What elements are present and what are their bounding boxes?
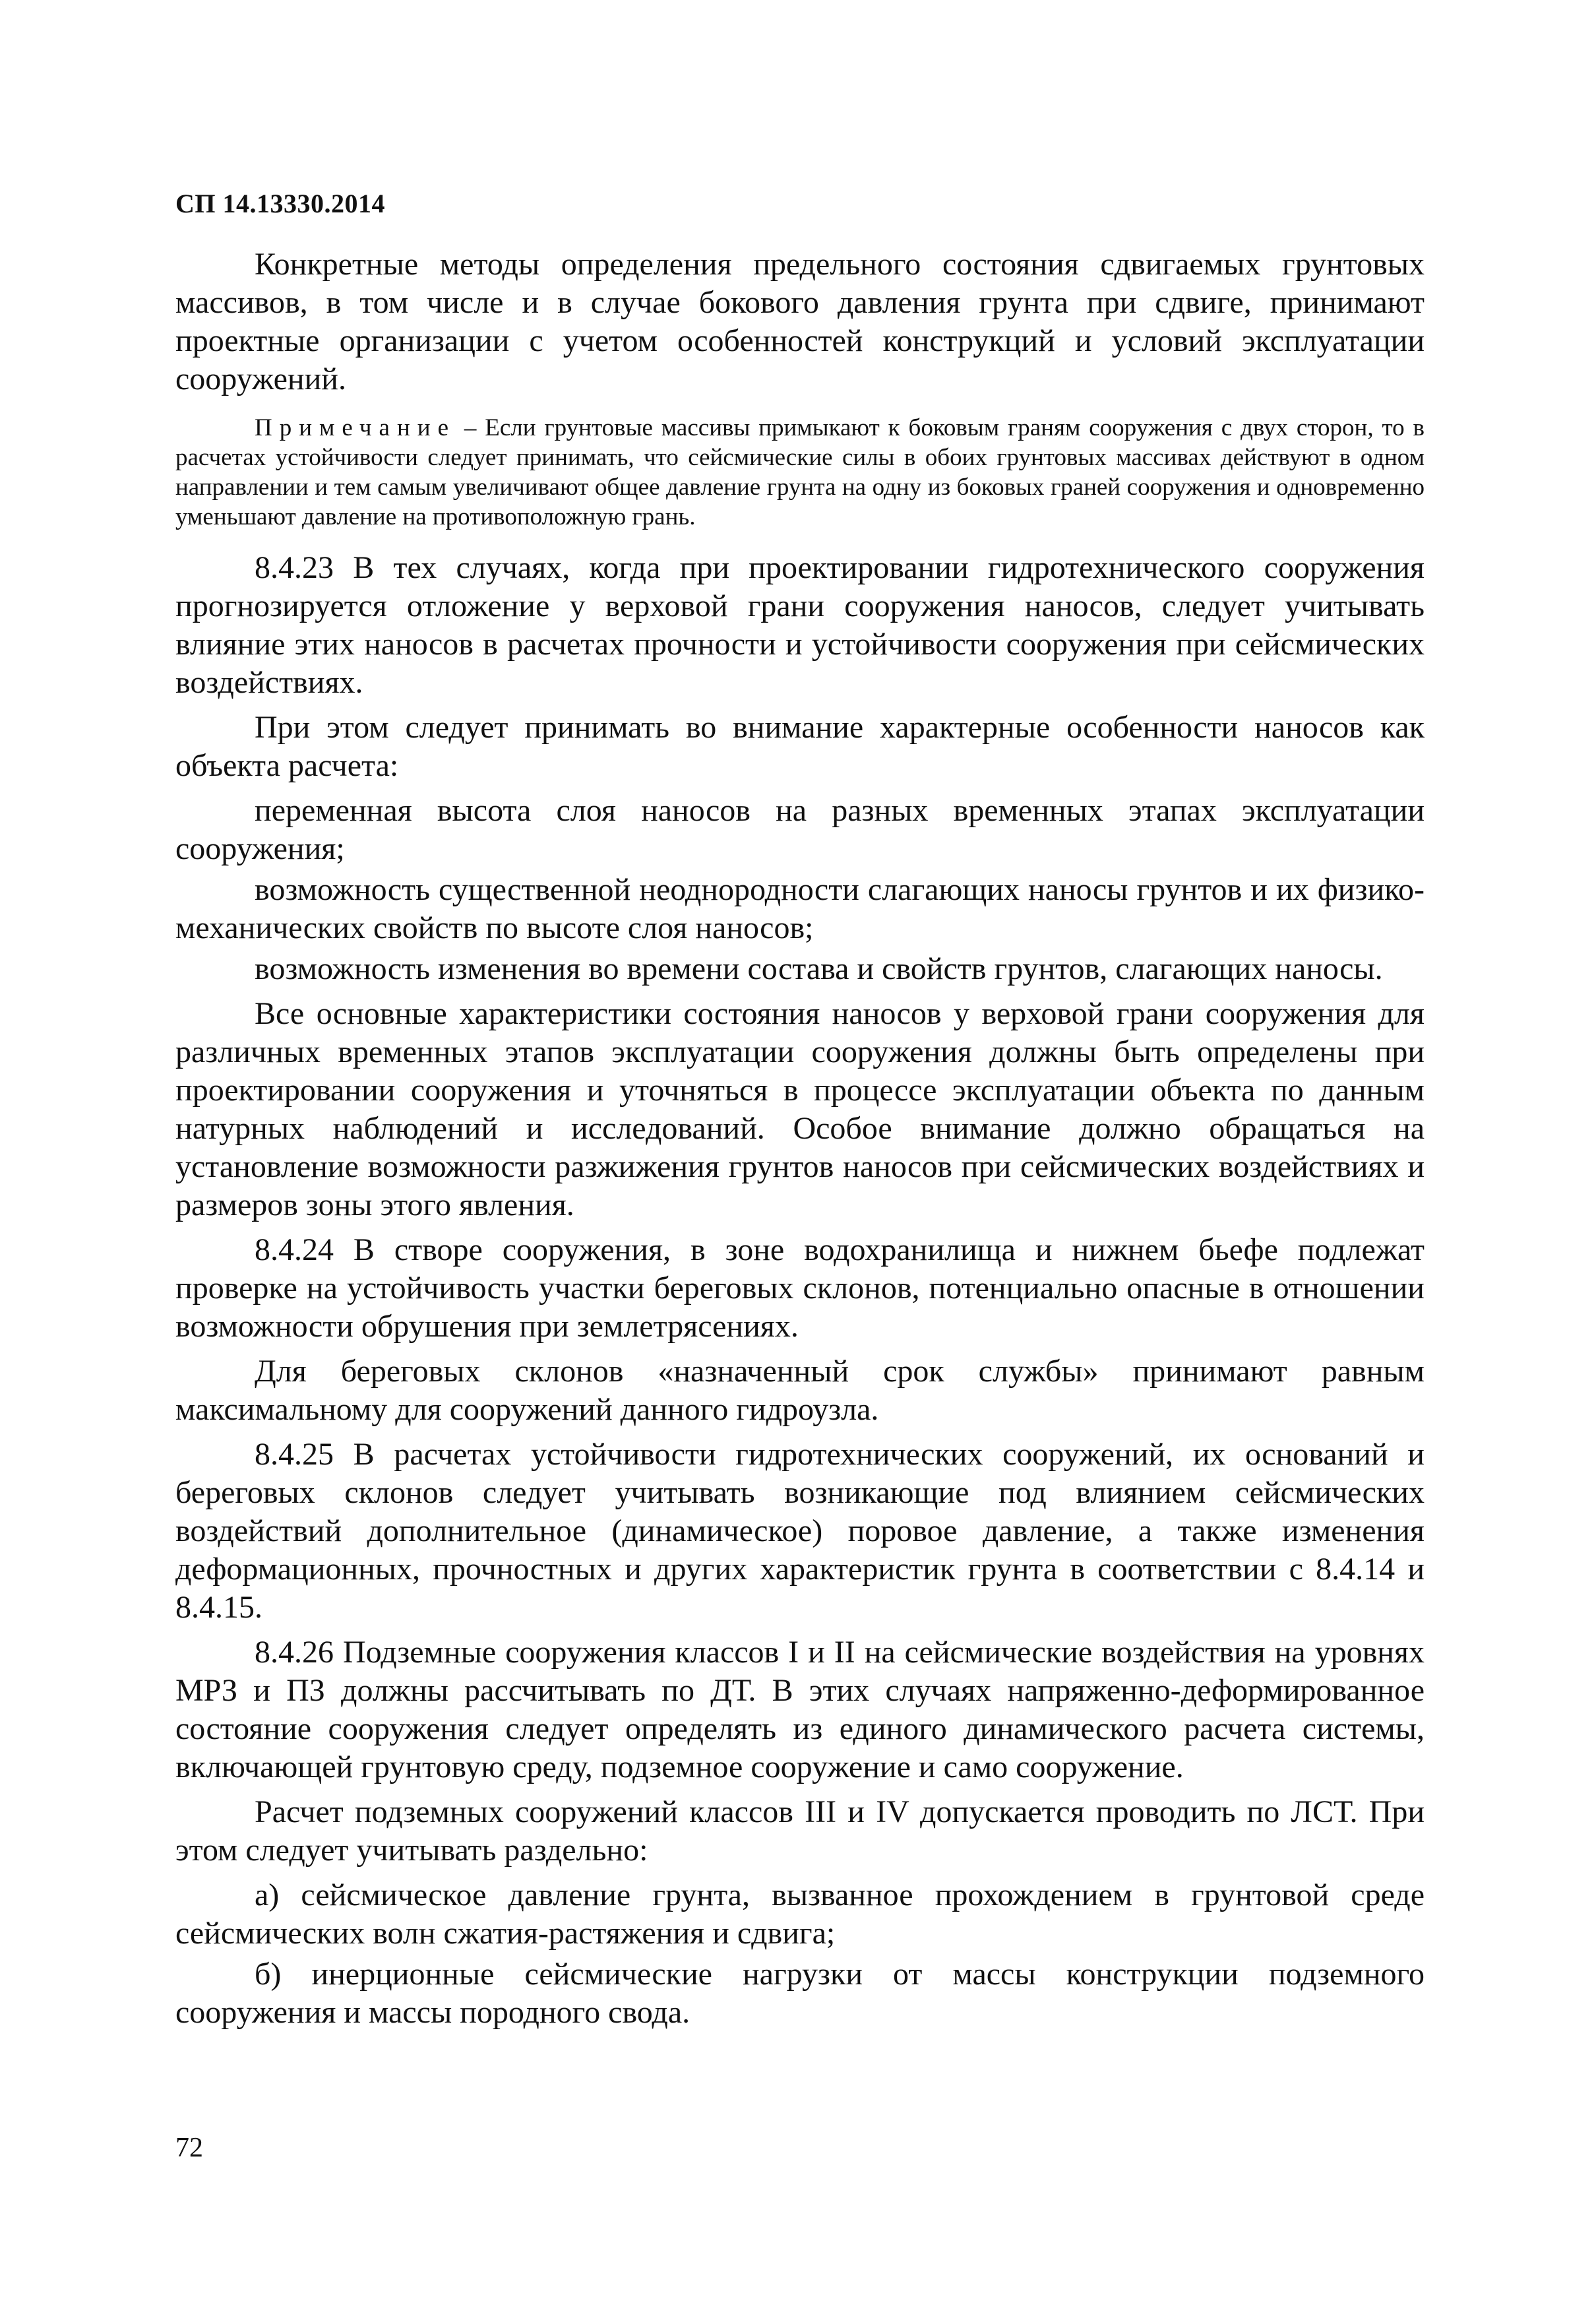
paragraph-characteristics: Все основные характеристики состояния наносов у верховой грани сооружения для различных временных этапов эксплуатации сооружения должны быть определены при проектировании сооружения и уточняться в процессе эксплуатации объекта по данным натурных наблюдений и исследований. Особое внимание должно обращаться на установление возможности разжижения грунтов наносов при сейсмических воздействиях и размеров зоны этого явления. bbox=[175, 996, 1425, 1222]
paragraph-intro: Конкретные методы определения предельного состояния сдвигаемых грунтовых массивов, в том числе и в случае бокового давления грунта при сдвиге, принимают проектные организации с учетом особенностей конструкций и условий эксплуатации сооружений. bbox=[175, 247, 1425, 396]
list-item-composition: возможность изменения во времени состава и свойств грунтов, слагающих наносы. bbox=[255, 951, 1383, 986]
page-body bbox=[175, 245, 1425, 2038]
paragraph-features-intro: При этом следует принимать во внимание характерные особенности наносов как объекта расчета: bbox=[175, 710, 1425, 783]
note-dash: – bbox=[456, 414, 485, 441]
list-item-b: б) инерционные сейсмические нагрузки от массы конструкции подземного сооружения и массы породного свода. bbox=[175, 1957, 1425, 2030]
paragraph-underground-calc: Расчет подземных сооружений классов III и IV допускается проводить по ЛСТ. При этом следует учитывать раздельно: bbox=[175, 1794, 1425, 1868]
paragraph-8-4-24: 8.4.24 В створе сооружения, в зоне водохранилища и нижнем бьефе подлежат проверке на устойчивость участки береговых склонов, потенциально опасные в отношении возможности обрушения при землетрясениях. bbox=[175, 1232, 1425, 1344]
note-label: Примечание bbox=[255, 414, 456, 441]
list-item-a: а) сейсмическое давление грунта, вызванное прохождением в грунтовой среде сейсмических волн сжатия-растяжения и сдвига; bbox=[175, 1877, 1425, 1951]
paragraph-8-4-25: 8.4.25 В расчетах устойчивости гидротехнических сооружений, их оснований и береговых склонов следует учитывать возникающие под влиянием сейсмических воздействий дополнительное (динамическое) поровое давление, а также изменения деформационных, прочностных и других характеристик грунта в соответствии с 8.4.14 и 8.4.15. bbox=[175, 1437, 1425, 1625]
list-item-height: переменная высота слоя наносов на разных временных этапах эксплуатации сооружения; bbox=[175, 793, 1425, 866]
page-number: 72 bbox=[175, 2133, 203, 2163]
note-text: Если грунтовые массивы примыкают к боковым граням сооружения с двух сторон, то в расчетах устойчивости следует принимать, что сейсмические силы в обоих грунтовых массивах действуют в одном направлении и тем самым увеличивают общее давление грунта на одну из боковых граней сооружения и одновременно уменьшают давление на противоположную грань. bbox=[175, 414, 1425, 530]
paragraph-8-4-23: 8.4.23 В тех случаях, когда при проектировании гидротехнического сооружения прогнозируется отложение у верховой грани сооружения наносов, следует учитывать влияние этих наносов в расчетах прочности и устойчивости сооружения при сейсмических воздействиях. bbox=[175, 550, 1425, 700]
list-item-heterogeneity: возможность существенной неоднородности слагающих наносы грунтов и их физико-механических свойств по высоте слоя наносов; bbox=[175, 872, 1425, 945]
document-code: СП 14.13330.2014 bbox=[175, 189, 385, 218]
paragraph-8-4-26: 8.4.26 Подземные сооружения классов I и II на сейсмические воздействия на уровнях МРЗ и ПЗ должны рассчитывать по ДТ. В этих случаях напряженно-деформированное состояние сооружения следует определять из единого динамического расчета системы, включающей грунтовую среду, подземное сооружение и само сооружение. bbox=[175, 1635, 1425, 1784]
paragraph-slopes-lifetime: Для береговых склонов «назначенный срок службы» принимают равным максимальному для сооружений данного гидроузла. bbox=[175, 1354, 1425, 1427]
note bbox=[175, 413, 1425, 532]
